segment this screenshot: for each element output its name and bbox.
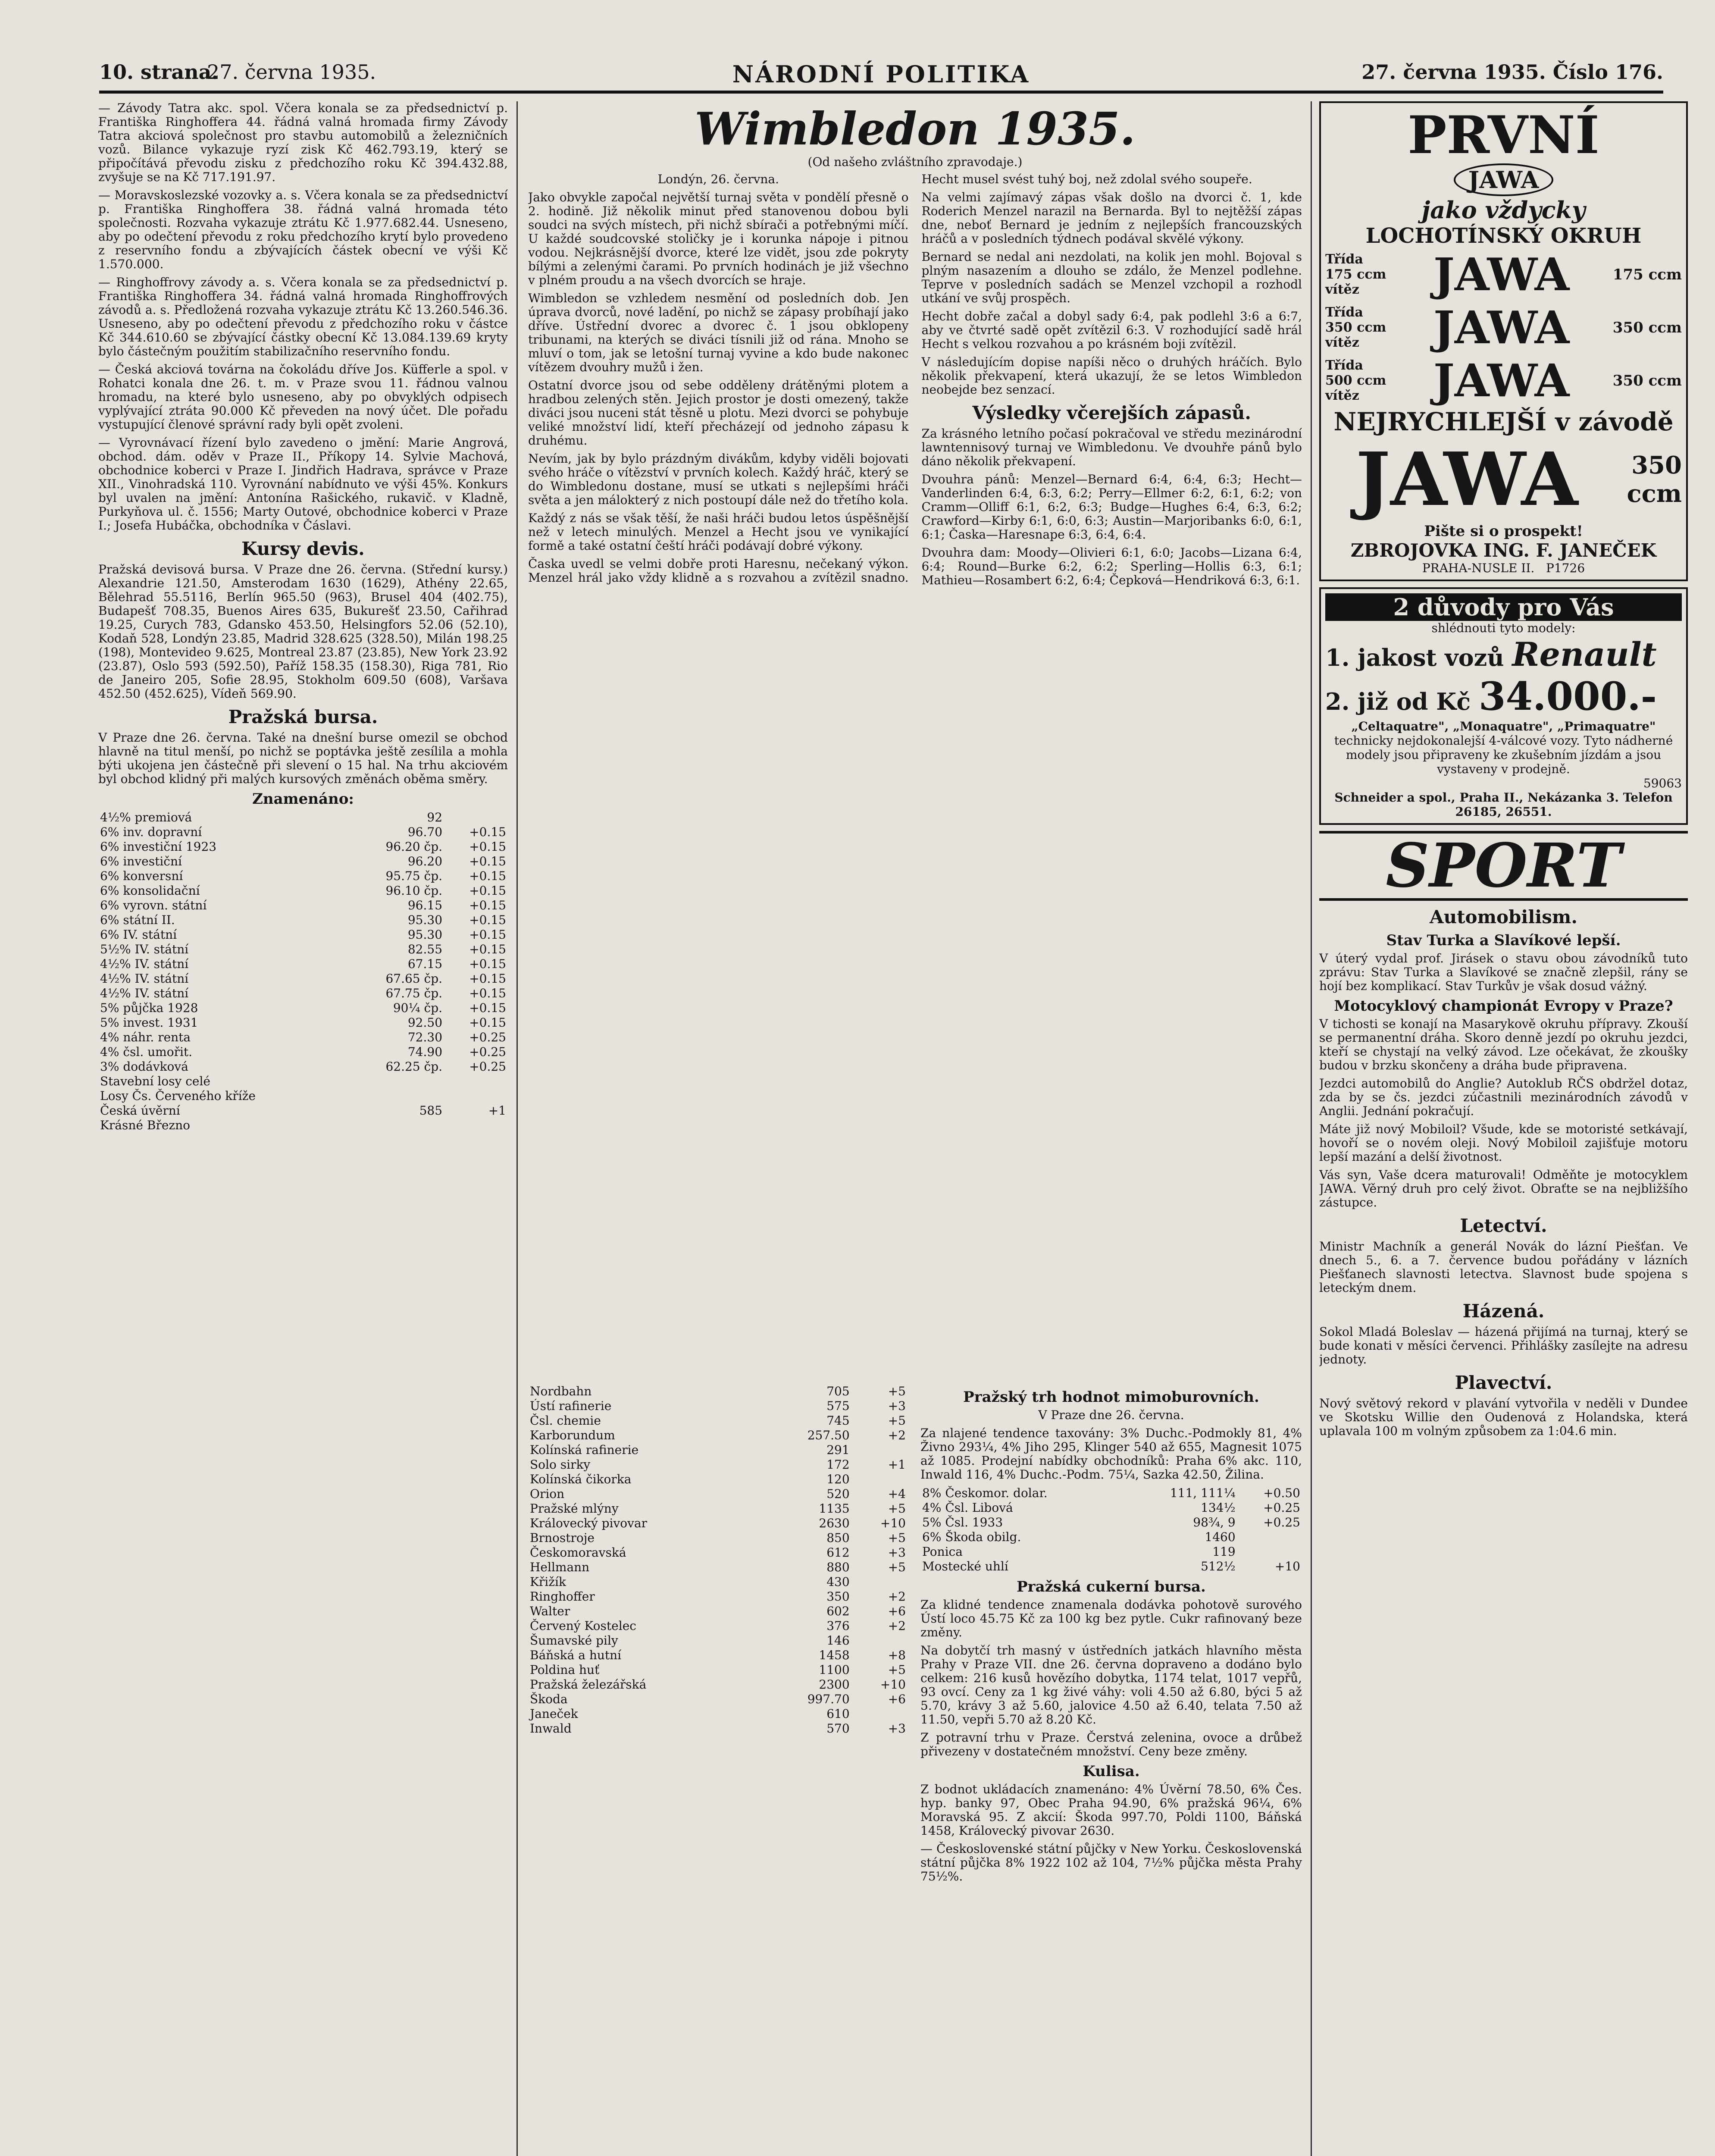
table-row (98, 1059, 508, 1074)
row-value: 146 (826, 1633, 850, 1648)
newspaper-name: NÁRODNÍ POLITIKA (732, 60, 1030, 88)
row-value: 134½ (1201, 1501, 1236, 1515)
row-value: 997.70 (807, 1692, 850, 1706)
row-change: +10 (880, 1516, 906, 1530)
column-rule (516, 101, 518, 2156)
renault-ad-top: 2 důvody pro Vás (1325, 593, 1682, 621)
row-name: Šumavské pily (530, 1633, 618, 1648)
heading-letectvi: Letectví. (1460, 1215, 1547, 1236)
table-row (98, 986, 508, 1001)
row-change: +5 (888, 1560, 906, 1574)
row-name: 5% invest. 1931 (100, 1015, 198, 1030)
row-change: +0.15 (469, 1001, 506, 1015)
row-change (444, 1089, 508, 1103)
paragraph: Jezdci automobilů do Anglie? Autoklub RČS obdržel dotaz, zda by se čs. jezdci zúčastnili mezinárodních závodů v Anglii. Jednání pokračují. (1319, 1076, 1688, 1118)
row-value: 67.75 čp. (385, 986, 443, 1000)
wimbledon-title: Wimbledon 1935. (695, 102, 1136, 155)
trh-table (920, 1486, 1302, 1574)
row-name: Losy Čs. Červeného kříže (100, 1089, 256, 1103)
row-value: 610 (826, 1707, 850, 1721)
jawa-ad-firm: ZBROJOVKA ING. F. JANEČEK (1350, 540, 1657, 561)
row-name: Walter (530, 1604, 570, 1618)
table-row (528, 1428, 908, 1443)
table-row (920, 1545, 1302, 1559)
row-change: +0.25 (469, 1030, 506, 1044)
row-name: Karborundum (530, 1428, 615, 1442)
row-change: +5 (888, 1663, 906, 1677)
table-row (98, 898, 508, 913)
row-name: 6% Škoda obilg. (922, 1530, 1021, 1544)
row-value: 119 (1212, 1545, 1236, 1559)
row-name: 4% čsl. umořit. (100, 1045, 193, 1059)
row-name: 6% státní II. (100, 913, 175, 927)
jawa-row: Třída 350 ccm vítěz JAWA 350 ccm (1325, 301, 1682, 354)
row-name: Červený Kostelec (530, 1619, 636, 1633)
row-name: 4½% IV. státní (100, 971, 189, 986)
renault-ad-sub: shlédnouti tyto modely: (1431, 621, 1576, 635)
row-value: 62.25 čp. (385, 1059, 443, 1074)
table-row (98, 1103, 508, 1118)
row-change (1237, 1530, 1302, 1545)
row-name: 6% investiční (100, 854, 182, 868)
row-value: 2630 (819, 1516, 850, 1530)
row-change (851, 1472, 908, 1487)
article-cokolada: — Česká akciová továrna na čokoládu dříve Jos. Küfferle a spol. v Rohatci konala dne 26. t. m. v Praze svou 11. řádnou valnou hromadu, na které bylo usneseno, aby po obvyklých odpisech vyplývající ztráta 90.000 Kč převeden na nový účet. Dle pořadu vystupující členové správní rady byli opět zvoleni. (98, 362, 508, 432)
row-value: 705 (826, 1384, 850, 1398)
paragraph: Dvouhra pánů: Menzel—Bernard 6:4, 6:4, 6:3; Hecht—Vanderlinden 6:4, 6:3, 6:2; Perry—Ellmer 6:2, 6:1, 6:2; von Cramm—Olliff 6:1, 6:2, 6:3; Budge—Hughes 6:4, 6:3, 6:2; Crawford—Kirby 6:1, 6:0, 6:3; Austin—Marjoribanks 6:0, 6:1, 6:1; Časka—Haresnape 6:3, 6:4, 6:4. (921, 472, 1302, 542)
row-name: 4½% IV. státní (100, 986, 189, 1000)
row-name: Orion (530, 1487, 565, 1501)
row-name: Janeček (530, 1707, 578, 1721)
row-name: 4% náhr. renta (100, 1030, 191, 1044)
row-value: 612 (826, 1545, 850, 1560)
paragraph: Každý z nás se však těší, že naši hráči budou letos úspěšnější než v letech minulých. Menzel a Hecht jsou ve vynikající formě a také ostatní čeští hráči podávají dobré výkony. (528, 511, 909, 553)
paragraph: Na dobytčí trh masný v ústředních jatkách hlavního města Prahy v Praze VII. dne 26. června dopraveno a dodáno bylo celkem: 216 kusů hovězího dobytka, 1174 telat, 1017 vepřů, 93 ovcí. Ceny za 1 kg živé váhy: voli 4.50 až 6.80, býci 5 až 5.70, krávy 3 až 5.60, jalovice 4.50 až 6.40, telata 7.50 až 11.50, vepři 5.70 až 8.20 Kč. (920, 1643, 1302, 1727)
row-value: 575 (826, 1399, 850, 1413)
row-value: 111, 111¼ (1170, 1486, 1236, 1500)
row-change: +3 (888, 1721, 906, 1736)
table-row (528, 1604, 908, 1619)
table-row (528, 1545, 908, 1560)
row-name: Pražská železářská (530, 1677, 647, 1692)
row-change: +0.15 (469, 854, 506, 868)
row-value: 92.50 (407, 1015, 443, 1030)
table-row (528, 1487, 908, 1501)
row-change: +5 (888, 1413, 906, 1428)
heading-automobilism: Automobilism. (1430, 906, 1577, 928)
paragraph: Nevím, jak by bylo prázdným divákům, kdyby viděli bojovati svého hráče o vítězství v prvních kolech. Každý hráč, který se do Wimbledonu dostane, musí se utkati s nejlepšími hráči světa a jen málokterý z nich postoupí dále než do třetího kola. (528, 451, 909, 507)
paragraph: Dvouhra dam: Moody—Olivieri 6:1, 6:0; Jacobs—Lizana 6:4, 6:4; Round—Burke 6:2, 6:2; Sperling—Hollis 6:3, 6:1; Mathieu—Rosambert 6:2, 6:4; Čepková—Hendriková 6:3, 6:1. (921, 545, 1302, 587)
row-value: 92 (427, 810, 443, 824)
row-name: Česká úvěrní (100, 1103, 180, 1118)
row-change (851, 1575, 908, 1589)
row-change: +0.15 (469, 986, 506, 1000)
bonds-table (98, 810, 508, 1133)
paragraph: Bernard se nedal ani nezdolati, na kolik jen mohl. Bojoval s plným nasazením a dlouho se zdálo, že Menzel podlehne. Teprve v posledních sadách se Menzel vzchopil a rozhodl utkání ve svůj prospěch. (921, 250, 1302, 305)
row-value: 72.30 (407, 1030, 443, 1044)
row-name: Báňská a hutní (530, 1648, 622, 1662)
table-row (98, 884, 508, 898)
article-tatra: — Závody Tatra akc. spol. Včera konala se za předsednictví p. Františka Ringhoffera 44. řádná valná hromada firmy Závody Tatra akciová společnost pro stavbu automobilů a železničních vozů. Bilance vykazuje ryzí zisk Kč 462.793.19, který se připočítává převodu zisku z předchozího roku Kč 394.432.88, zvyšuje se na Kč 717.191.97. (98, 101, 508, 184)
table-row (98, 928, 508, 942)
row-value: 1460 (1205, 1530, 1236, 1544)
renault-ad-code: 59063 (1643, 776, 1682, 790)
table-row (920, 1559, 1302, 1574)
jawa-row: Třída 500 ccm vítěz JAWA 350 ccm (1325, 354, 1682, 407)
row-value: 82.55 (407, 942, 443, 956)
paragraph: Sokol Mladá Boleslav — házená přijímá na turnaj, který se bude konati v měsíci červenci. Přihlášky zasílejte na adresu jednoty. (1319, 1325, 1688, 1366)
paragraph: Ministr Machník a generál Novák do lázní Piešťan. Ve dnech 5., 6. a 7. července budou pořádány v lázních Piešťanech slavnosti letectva. Slavnost bude spojena s leteckým dnem. (1319, 1239, 1688, 1295)
renault-ad-text: technicky nejdokonalejší 4-válcové vozy. Tyto nádherné modely jsou připraveny ke zkušebním jízdám a jsou vystaveny v prodejně. (1334, 733, 1673, 776)
table-row (98, 1074, 508, 1089)
paragraph: Na velmi zajímavý zápas však došlo na dvorci č. 1, kde Roderich Menzel narazil na Bernarda. Byl to nejtěžší zápas dne, neboť Bernard je jedním z nejlepších francouzských hráčů a v posledních týdnech podával skvělé výkony. (921, 190, 1302, 246)
row-change: +6 (888, 1604, 906, 1618)
renault-ad-line2: 2. již od Kč 34.000.- (1325, 674, 1657, 719)
row-name: 5% Čsl. 1933 (922, 1515, 1003, 1529)
table-row (528, 1457, 908, 1472)
table-row (920, 1486, 1302, 1501)
stocks-column (528, 1384, 908, 2156)
table-row (528, 1633, 908, 1648)
renault-ad (1319, 587, 1688, 825)
renault-ad-firm: Schneider a spol., Praha II., Nekázanka 3. Telefon 26185, 26551. (1334, 790, 1673, 819)
paragraph: Nový světový rekord v plavání vytvořila v neděli v Dundee ve Skotsku Willie den Oudenová z Holandska, která uplavala 100 m volným způsobem za 1:04.6 min. (1319, 1396, 1688, 1438)
article-ringhoffer: — Ringhoffrovy závody a. s. Včera konala se za předsednictví p. Františka Ringhoffera 34. řádná valná hromada Ringhoffrových závodů a. s. Předložená rozvaha vykazuje ztrátu Kč 13.260.546.36. Usneseno, aby po odečtení převodu z předchozího roku v částce Kč 344.610.60 se zbývající částky obecní Kč 13.084.139.69 kryty bylo částečným použitím stabilizačního reservního fondu. (98, 275, 508, 358)
table-row (98, 1030, 508, 1045)
row-change: +4 (888, 1487, 906, 1501)
table-row (98, 1089, 508, 1103)
row-name: Brnostroje (530, 1531, 595, 1545)
jawa-ad-write: Pište si o prospekt! (1424, 523, 1583, 540)
heading-bursa: Pražská bursa. (228, 706, 378, 727)
row-value: 96.70 (407, 825, 443, 839)
table-row (98, 1015, 508, 1030)
table-row (528, 1413, 908, 1428)
row-change (851, 1443, 908, 1457)
row-name: 4½% IV. státní (100, 957, 189, 971)
paragraph: Za krásného letního počasí pokračoval ve středu mezinárodní lawntennisový turnaj ve Wimbledonu. Ve dvouhře pánů bylo dáno několik překvapení. (921, 426, 1302, 468)
table-row (98, 1001, 508, 1015)
jawa-ad (1319, 101, 1688, 581)
table-row (920, 1515, 1302, 1530)
table-row (98, 913, 508, 928)
table-row (98, 1045, 508, 1059)
row-name: 4% Čsl. Libová (922, 1501, 1013, 1515)
jawa-logo: JAWA (1454, 163, 1554, 196)
row-name: 6% konsolidační (100, 884, 200, 898)
table-row (98, 957, 508, 971)
row-value: 850 (826, 1531, 850, 1545)
trh-sub: V Praze dne 26. června. (1038, 1408, 1184, 1422)
column-economy (98, 101, 508, 2156)
row-name: Poldina huť (530, 1663, 600, 1677)
paragraph: Wimbledon se vzhledem nesmění od posledních dob. Jen úprava dvorců, nové ladění, po nichž se zápasy probíhají jako dříve. Ústřední dvorec a dvorec č. 1 jsou obklopeny tribunami, na kterých se diváci tísnili již od rána. Mnoho se mluví o tom, jak se letošní turnaj vyvine a kdo bude nakonec vítězem dvouhry mužů i žen. (528, 291, 909, 374)
heading-znameno: Znamenáno: (252, 790, 354, 808)
masthead (99, 60, 1663, 94)
heading-turek: Stav Turka a Slavíkové lepší. (1386, 932, 1621, 949)
row-name: 5½% IV. státní (100, 942, 189, 956)
date-right: 27. června 1935. Číslo 176. (1361, 60, 1663, 84)
wimbledon-article (528, 101, 1302, 1378)
dateline: Londýn, 26. června. (657, 172, 779, 186)
row-value: 95.30 (407, 928, 443, 942)
row-name: 5% půjčka 1928 (100, 1001, 198, 1015)
article-devisy: Pražská devisová bursa. V Praze dne 26. června. (Střední kursy.) Alexandrie 121.50, Amsterodam 1630 (1629), Athény 22.65, Bělehrad 55.5116, Berlín 965.50 (963), Brusel 404 (402.75), Budapešť 708.35, Buenos Aires 635, Bukurešť 23.50, Cařihrad 19.25, Curych 783, Gdansko 453.50, Helsingfors 52.06 (52.10), Kodaň 528, Londýn 23.85, Madrid 328.625 (328.50), Milán 198.25 (198), Montevideo 9.625, Montreal 23.87 (23.85), New York 23.92 (23.87), Oslo 593 (592.50), Paříž 158.35 (158.30), Riga 781, Rio de Janeiro 205, Sofie 28.95, Stokholm 609.50 (608), Varšava 452.50 (452.625), Vídeň 569.90. (98, 562, 508, 701)
jawa-row-big: JAWA 350 ccm (1355, 436, 1682, 523)
row-value: 745 (826, 1413, 850, 1428)
table-row (528, 1619, 908, 1633)
row-name: 6% IV. státní (100, 928, 177, 942)
table-row (528, 1443, 908, 1457)
row-change: +2 (888, 1428, 906, 1442)
row-value: 602 (826, 1604, 850, 1618)
row-name: Krásné Březno (100, 1118, 191, 1132)
heading-hazena: Házená. (1462, 1300, 1545, 1322)
row-value: 90¼ čp. (393, 1001, 443, 1015)
row-value: 570 (826, 1721, 850, 1736)
table-row (528, 1384, 908, 1399)
row-change: +1 (888, 1457, 906, 1472)
jawa-row: Třída 175 ccm vítěz JAWA 175 ccm (1325, 248, 1682, 301)
jawa-ad-fast: NEJRYCHLEJŠÍ v závodě (1333, 407, 1674, 436)
jawa-ad-first: PRVNÍ (1408, 105, 1599, 166)
row-value (349, 1074, 444, 1089)
column-rule (1311, 101, 1312, 2156)
row-change: +0.15 (469, 957, 506, 971)
row-name: Ponica (922, 1545, 963, 1559)
table-row (920, 1530, 1302, 1545)
page-number: 10. strana. (99, 60, 219, 84)
table-row (528, 1707, 908, 1721)
row-change: +8 (888, 1648, 906, 1662)
paragraph: Máte již nový Mobiloil? Všude, kde se motoristé setkávají, hovoří se o novém oleji. Nový Mobiloil zajišťuje motoru lepší mazání a delší životnost. (1319, 1122, 1688, 1164)
article-vyrovnani: — Vyrovnávací řízení bylo zavedeno o jmění: Marie Angrová, obchod. dám. oděv v Praze II., Příkopy 14. Sylvie Machová, obchodnice koberci v Praze I. Jindřich Hadrava, správce v Praze XII., Vinohradská 110. Vyrovnání nabídnuto ve výši 45%. Konkurs byl uvalen na jmění: Antonína Rašického, rukavič. v Kladně, Purkyňova ul. č. 1556; Marty Outové, obchodnice koberci v Praze I.; Josefa Hubáčka, obchodníka v Čáslavi. (98, 436, 508, 533)
paragraph: Vás syn, Vaše dcera maturovali! Odměňte je motocyklem JAWA. Věrný druh pro celý život. Obraťte se na nejbližšího zástupce. (1319, 1168, 1688, 1210)
row-change: +0.15 (469, 840, 506, 854)
row-change (1237, 1545, 1302, 1559)
row-name: 4½% premiová (100, 810, 192, 824)
row-change: +0.15 (469, 825, 506, 839)
row-change: +0.25 (469, 1045, 506, 1059)
paragraph: V tichosti se konají na Masarykově okruhu přípravy. Zkouší se permanentní dráha. Skoro denně jezdí po okruhu jezdci, kteří se chystají na velký závod. Lze očekávat, že zkoušky budou v brzku skončeny a dráha bude připravena. (1319, 1017, 1688, 1072)
row-value: 95.75 čp. (385, 869, 443, 883)
row-change: +0.25 (1263, 1501, 1300, 1515)
table-row (528, 1721, 908, 1736)
row-value: 172 (826, 1457, 850, 1472)
paragraph: Ostatní dvorce jsou od sebe odděleny drátěnými plotem a hradbou zelených stěn. Jejich prostor je dosti omezený, takže diváci jsou nuceni stát těsně u plotu. Mezi dvorci se pohybuje veliké množství lidí, kteří přecházejí od jednoho zápasu k druhému. (528, 378, 909, 448)
row-name: 8% Českomor. dolar. (922, 1486, 1048, 1500)
row-value: 291 (826, 1443, 850, 1457)
heading-trh: Pražský trh hodnot mimoburovních. (963, 1388, 1259, 1406)
table-row (98, 825, 508, 840)
row-name: Škoda (530, 1692, 568, 1706)
row-value: 96.10 čp. (385, 884, 443, 898)
row-change: +6 (888, 1692, 906, 1706)
table-row (98, 810, 508, 825)
paragraph: Z bodnot ukládacích znamenáno: 4% Úvěrní 78.50, 6% Čes. hyp. banky 97, Obec Praha 94.90, 6% pražská 96¼, 6% Moravská 95. Z akcií: Škoda 997.70, Poldi 1100, Báňská 1458, Královecký pivovar 2630. (920, 1782, 1302, 1838)
row-name: Hellmann (530, 1560, 590, 1574)
paragraph: — Československé státní půjčky v New Yorku. Československá státní půjčka 8% 1922 102 až 104, 7½% půjčka města Prahy 75½%. (920, 1842, 1302, 1883)
wimbledon-subtitle: (Od našeho zvláštního zpravodaje.) (807, 155, 1023, 169)
table-row (528, 1399, 908, 1413)
paragraph: Jako obvykle započal největší turnaj světa v pondělí přesně o 2. hodině. Již několik minut před stanovenou dobou byli soudci na svých místech, při nichž sbírači a potřebnými míčí. U každé soudcovské stoličky je i korunka nápoje i pitnou vodou. Nejkrásnější dvorce, které lze vidět, jsou zde pokryty bílými a zelenými čarami. Po prvních hodinách je již všechno v plném proudu a na všech dvorcích se hraje. (528, 190, 909, 287)
row-value: 880 (826, 1560, 850, 1574)
market-column (920, 1384, 1302, 2156)
row-change (444, 810, 508, 825)
row-value: 96.20 (407, 854, 443, 868)
row-change: +0.15 (469, 971, 506, 986)
row-name: Českomoravská (530, 1545, 626, 1560)
row-change: +2 (888, 1589, 906, 1604)
row-change: +10 (1274, 1559, 1300, 1573)
row-name: Ústí rafinerie (530, 1399, 612, 1413)
row-change: +5 (888, 1501, 906, 1516)
row-name: Křižík (530, 1575, 566, 1589)
row-change: +0.25 (1263, 1515, 1300, 1529)
table-row (98, 840, 508, 854)
table-row (528, 1501, 908, 1516)
row-name: 6% konversní (100, 869, 183, 883)
renault-ad-models: „Celtaquatre", „Monaquatre", „Primaquatre" (1351, 719, 1656, 733)
wimbledon-body (528, 172, 1302, 588)
paragraph: Hecht dobře začal a dobyl sady 6:4, pak podlehl 3:6 a 6:7, aby ve čtvrté sadě opět zvítězil 6:3. V rozhodující sadě hrál Hecht s velkou rozvahou a po krásném boji zvítězil. (921, 309, 1302, 351)
row-name: 6% inv. dopravní (100, 825, 202, 839)
row-change: +3 (888, 1545, 906, 1560)
row-name: 3% dodávková (100, 1059, 188, 1074)
column-ads-sport (1319, 101, 1688, 2156)
heading-kulisa: Kulisa. (1083, 1763, 1140, 1780)
row-value: 2300 (819, 1677, 850, 1692)
row-name: Solo sirky (530, 1457, 591, 1472)
jawa-ad-okruh: LOCHOTÍNSKÝ OKRUH (1365, 224, 1642, 248)
row-value: 585 (419, 1103, 443, 1118)
table-row (920, 1501, 1302, 1515)
row-name: Pražské mlýny (530, 1501, 619, 1516)
table-row (98, 942, 508, 957)
table-row (528, 1663, 908, 1677)
paragraph: V následujícím dopise napíši něco o druhých hráčích. Bylo několik překvapení, která ukazují, že se letos Wimbledon neobejde bez senzací. (921, 355, 1302, 397)
row-value: 376 (826, 1619, 850, 1633)
row-change (444, 1074, 508, 1089)
row-change: +0.15 (469, 913, 506, 927)
row-value: 520 (826, 1487, 850, 1501)
row-change: +0.15 (469, 1015, 506, 1030)
sport-section-title: SPORT (1319, 831, 1688, 901)
heading-cukr: Pražská cukerní bursa. (1017, 1578, 1206, 1595)
row-change: +10 (880, 1677, 906, 1692)
table-row (528, 1648, 908, 1663)
jawa-ad-city: PRAHA-NUSLE II. P1726 (1422, 561, 1585, 575)
paragraph: V úterý vydal prof. Jirásek o stavu obou závodníků tuto zprávu: Stav Turka a Slavíkové se značně zlepšil, rány se hojí bez komplikací. Stav Turkův je však dosud vážný. (1319, 951, 1688, 993)
row-change: +0.15 (469, 884, 506, 898)
row-name: Královecký pivovar (530, 1516, 648, 1530)
heading-plavectvi: Plavectví. (1455, 1372, 1552, 1393)
row-value: 67.65 čp. (385, 971, 443, 986)
row-value: 74.90 (407, 1045, 443, 1059)
row-change: +0.15 (469, 928, 506, 942)
row-value: 67.15 (407, 957, 443, 971)
row-change: +3 (888, 1399, 906, 1413)
table-row (98, 869, 508, 884)
row-name: Stavební losy celé (100, 1074, 211, 1088)
row-value: 1458 (819, 1648, 850, 1662)
row-name: 6% investiční 1923 (100, 840, 217, 854)
row-change: +1 (488, 1103, 506, 1118)
row-change: +5 (888, 1384, 906, 1398)
heading-vysledky: Výsledky včerejších zápasů. (972, 402, 1252, 423)
paragraph: Za nlajené tendence taxovány: 3% Duchc.-Podmokly 81, 4% Živno 293¼, 4% Jiho 295, Klinger 540 až 655, Magnesit 1075 až 1085. Prodejní nabídky obchodníků: Praha 6% akc. 110, Inwald 116, 4% Duchc.-Podm. 75¼, Sazka 42.50, Žilina. (920, 1426, 1302, 1482)
table-row (98, 971, 508, 986)
table-row (528, 1531, 908, 1545)
row-value (349, 1118, 444, 1133)
table-row (528, 1516, 908, 1531)
table-row (528, 1560, 908, 1575)
table-row (528, 1677, 908, 1692)
row-change: +0.25 (469, 1059, 506, 1074)
row-value: 95.30 (407, 913, 443, 927)
row-change (851, 1633, 908, 1648)
row-value: 257.50 (807, 1428, 850, 1442)
row-name: 6% vyrovn. státní (100, 898, 207, 912)
table-row (528, 1692, 908, 1707)
row-name: Čsl. chemie (530, 1413, 601, 1428)
row-name: Kolínská rafinerie (530, 1443, 639, 1457)
row-value: 120 (826, 1472, 850, 1486)
table-row (528, 1575, 908, 1589)
heading-kursy: Kursy devis. (241, 538, 365, 559)
row-name: Ringhoffer (530, 1589, 595, 1604)
row-name: Mostecké uhlí (922, 1559, 1008, 1573)
row-change: +2 (888, 1619, 906, 1633)
heading-motocykl: Motocyklový championát Evropy v Praze? (1334, 997, 1673, 1015)
row-change (851, 1707, 908, 1721)
row-value: 430 (826, 1575, 850, 1589)
article-bursa: V Praze dne 26. června. Také na dnešní burse omezil se obchod hlavně na titul menší, po nichž se poptávka ještě zesílila a mohla býti ukojena jen částečně při slevení o 15 hal. Na trhu akciovém byl obchod klidný při malých kursových změnách oběma směry. (98, 730, 508, 786)
row-change: +0.15 (469, 869, 506, 883)
article-vozovky: — Moravskoslezské vozovky a. s. Včera konala se za předsednictví p. Františka Ringhoffera 38. řádná valná hromada této společnosti. Rozvaha vykazuje ztrátu Kč 1.977.682.44. Usneseno, aby po odečtení převodu z roku předchozího krytí bylo provedeno z reservního fondu a zbývajících částek obecní ve výši Kč 1.570.000. (98, 188, 508, 271)
row-value: 98¾, 9 (1193, 1515, 1236, 1529)
row-change: +0.50 (1263, 1486, 1300, 1500)
table-row (98, 1118, 508, 1133)
stocks-table (528, 1384, 908, 1736)
date-left: 27. června 1935. (207, 60, 376, 84)
paragraph: Časka uvedl se velmi dobře proti Haresnu, nečekaný výkon. Menzel hrál jako vždy klidně a s rozvahou a zvítězil snadno. Hecht musel svést tuhý boj, než zdolal svého soupeře. (528, 172, 1252, 585)
row-value: 350 (826, 1589, 850, 1604)
paragraph: Z potravní trhu v Praze. Čerstvá zelenina, ovoce a drůbež přivezeny v dostatečném množství. Ceny beze změny. (920, 1730, 1302, 1758)
renault-ad-line1: 1. jakost vozů Renault (1325, 635, 1657, 674)
table-row (528, 1472, 908, 1487)
row-value: 96.15 (407, 898, 443, 912)
paragraph: Za klidné tendence znamenala dodávka pohotově surového Ústí loco 45.75 Kč za 100 kg bez pytle. Cukr rafinovaný beze změny. (920, 1598, 1302, 1639)
row-name: Kolínská čikorka (530, 1472, 632, 1486)
row-value: 96.20 čp. (385, 840, 443, 854)
row-change (444, 1118, 508, 1133)
table-row (528, 1589, 908, 1604)
table-row (98, 854, 508, 869)
row-name: Inwald (530, 1721, 572, 1736)
row-value (349, 1089, 444, 1103)
row-change: +5 (888, 1531, 906, 1545)
jawa-ad-slogan: jako vždycky (1421, 196, 1586, 224)
row-change: +0.15 (469, 942, 506, 956)
row-name: Nordbahn (530, 1384, 592, 1398)
row-value: 1100 (819, 1663, 850, 1677)
row-value: 512½ (1201, 1559, 1236, 1573)
row-value: 1135 (819, 1501, 850, 1516)
row-change: +0.15 (469, 898, 506, 912)
